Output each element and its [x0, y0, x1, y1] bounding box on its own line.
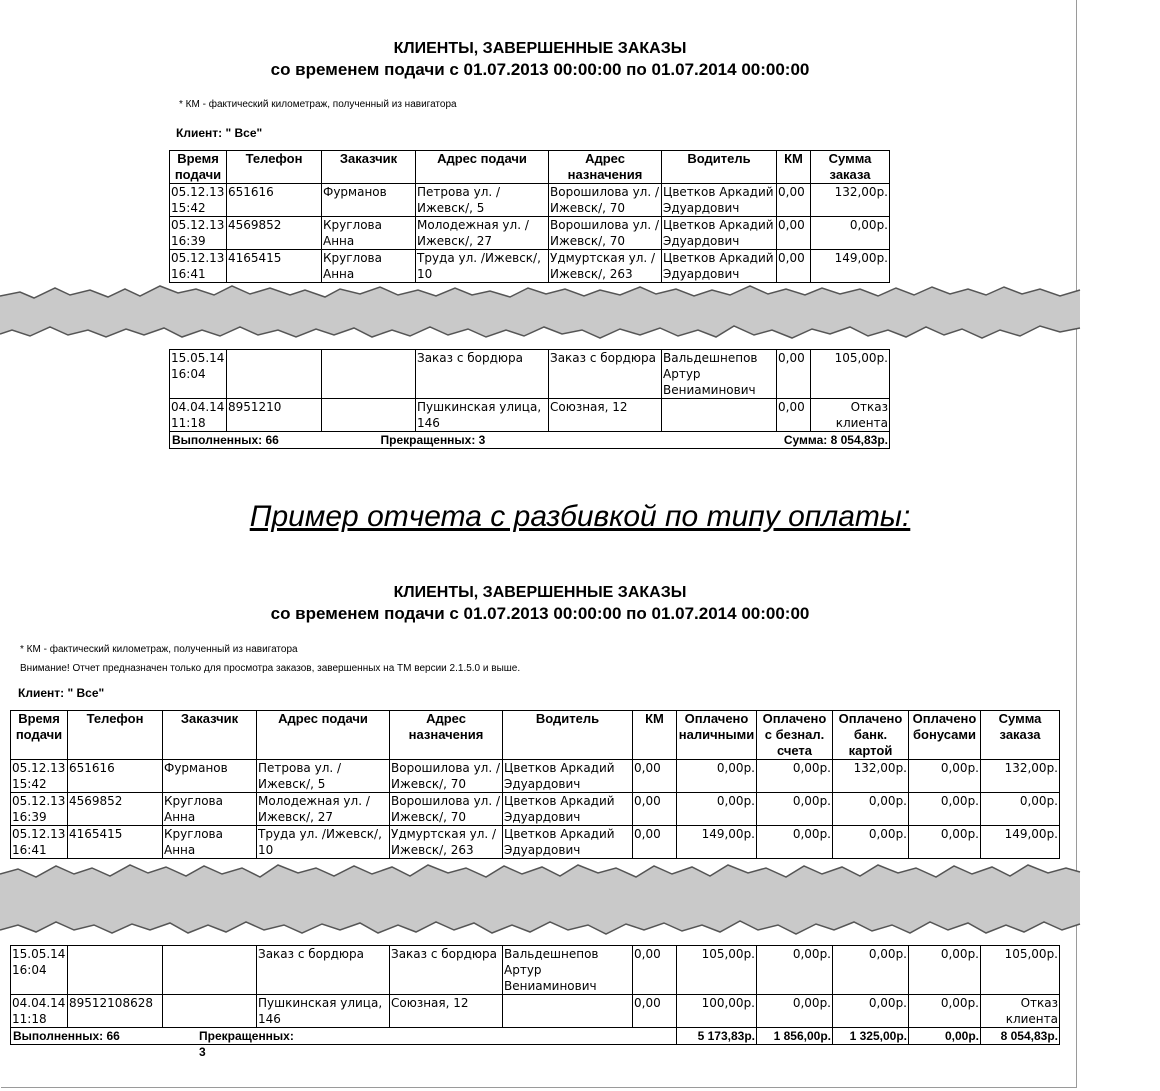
table-cell [322, 350, 416, 399]
table-cell: Круглова Анна [322, 250, 416, 283]
column-header: Заказчик [163, 711, 257, 760]
table-cell [662, 399, 777, 432]
table-cell: Заказ с бордюра [390, 946, 503, 995]
report1-table-top [169, 150, 890, 283]
table-cell: Цветков Аркадий Эдуардович [662, 184, 777, 217]
card-total: 1 325,00р. [849, 1029, 907, 1043]
table-cell: Заказ с бордюра [416, 350, 549, 399]
column-header: Время подачи [170, 151, 227, 184]
total-sum: 8 054,83р. [1000, 1029, 1058, 1043]
table-cell: 105,00р. [981, 946, 1060, 995]
example-caption: Пример отчета с разбивкой по типу оплаты: [249, 500, 911, 533]
table-cell: Труда ул. /Ижевск/, 10 [257, 826, 390, 859]
table-cell: 132,00р. [981, 760, 1060, 793]
table-cell: 04.04.14 11:18 [11, 995, 68, 1028]
table-cell: 0,00р. [811, 217, 890, 250]
table-cell: Петрова ул. /Ижевск/, 5 [416, 184, 549, 217]
table-cell: 0,00 [633, 995, 677, 1028]
table-cell: Круглова Анна [163, 826, 257, 859]
table-cell: 0,00р. [909, 995, 981, 1028]
table-cell: 100,00р. [677, 995, 757, 1028]
table-cell: Отказ клиента [811, 399, 890, 432]
table-cell: Молодежная ул. /Ижевск/, 27 [416, 217, 549, 250]
table-cell: Ворошилова ул. /Ижевск/, 70 [390, 793, 503, 826]
report1-client-label: Клиент: " Все" [176, 126, 263, 140]
column-header: Оплачено наличными [677, 711, 757, 760]
column-header: КМ [777, 151, 811, 184]
table-cell: 0,00 [777, 184, 811, 217]
table-cell: 15.05.14 16:04 [11, 946, 68, 995]
table-cell: 0,00 [777, 350, 811, 399]
table-row [11, 946, 1060, 995]
table-footer-row [170, 432, 890, 449]
table-cell: 0,00р. [757, 826, 833, 859]
table-cell: 4569852 [227, 217, 322, 250]
table-cell: Ворошилова ул. /Ижевск/, 70 [390, 760, 503, 793]
column-header: Водитель [662, 151, 777, 184]
table-footer-row [11, 1028, 1060, 1045]
table-cell [68, 946, 163, 995]
table-row [170, 399, 890, 432]
table-header-row [170, 151, 890, 184]
torn-paper-gap [0, 850, 1080, 945]
table-row [170, 217, 890, 250]
total-sum: Сумма: 8 054,83р. [783, 433, 888, 447]
noncash-total: 1 856,00р. [773, 1029, 831, 1043]
report1-table-bottom [169, 349, 890, 449]
table-cell: Труда ул. /Ижевск/, 10 [416, 250, 549, 283]
table-cell: 0,00р. [909, 826, 981, 859]
table-cell: 651616 [68, 760, 163, 793]
column-header: Адрес назначения [390, 711, 503, 760]
table-cell: Круглова Анна [322, 217, 416, 250]
report2-title: КЛИЕНТЫ, ЗАВЕРШЕННЫЕ ЗАКАЗЫ [393, 584, 687, 601]
table-cell: 0,00р. [909, 793, 981, 826]
report2-subtitle: со временем подачи с 01.07.2013 00:00:00 по 01.07.2014 00:00:00 [270, 604, 810, 623]
column-header: Телефон [68, 711, 163, 760]
column-header: Сумма заказа [981, 711, 1060, 760]
table-cell: 0,00р. [833, 995, 909, 1028]
done-count: Выполненных: 66 [13, 1029, 120, 1043]
column-header: Оплачено бонусами [909, 711, 981, 760]
table-cell: Пушкинская улица, 146 [257, 995, 390, 1028]
table-cell: 105,00р. [677, 946, 757, 995]
table-cell: 0,00р. [757, 793, 833, 826]
table-cell: 4569852 [68, 793, 163, 826]
table-cell: 05.12.13 15:42 [11, 760, 68, 793]
table-cell: Фурманов [163, 760, 257, 793]
table-cell: 0,00 [777, 250, 811, 283]
stopped-count: Прекращенных: 3 [199, 1029, 294, 1059]
column-header: Оплачено с безнал. счета [757, 711, 833, 760]
report2-table-bottom [10, 945, 1060, 1059]
table-cell: Удмуртская ул. /Ижевск/, 263 [549, 250, 662, 283]
stopped-count: Прекращенных: 3 [380, 433, 486, 447]
column-header: КМ [633, 711, 677, 760]
table-cell: 0,00 [633, 826, 677, 859]
table-cell: 0,00р. [757, 946, 833, 995]
table-cell: Ворошилова ул. /Ижевск/, 70 [549, 184, 662, 217]
table-cell: 149,00р. [811, 250, 890, 283]
table-cell: 0,00р. [981, 793, 1060, 826]
table-cell: 05.12.13 16:39 [170, 217, 227, 250]
table-cell [163, 995, 257, 1028]
table-cell: 0,00р. [757, 995, 833, 1028]
table-row [170, 350, 890, 399]
table-cell: 4165415 [227, 250, 322, 283]
torn-paper-gap [0, 280, 1080, 360]
table-cell: 0,00р. [677, 760, 757, 793]
table-cell: Союзная, 12 [390, 995, 503, 1028]
table-cell: Круглова Анна [163, 793, 257, 826]
table-cell: 105,00р. [811, 350, 890, 399]
table-cell: 15.05.14 16:04 [170, 350, 227, 399]
report1-subtitle: со временем подачи с 01.07.2013 00:00:00 по 01.07.2014 00:00:00 [270, 60, 810, 79]
table-cell: 4165415 [68, 826, 163, 859]
table-row [170, 250, 890, 283]
column-header: Адрес назначения [549, 151, 662, 184]
table-cell: Цветков Аркадий Эдуардович [662, 250, 777, 283]
table-cell: 0,00р. [757, 760, 833, 793]
report2-warning: Внимание! Отчет предназначен только для просмотра заказов, завершенных на ТМ версии 2.1.5.0 и выше. [20, 663, 521, 674]
table-cell [227, 350, 322, 399]
column-header: Время подачи [11, 711, 68, 760]
column-header: Заказчик [322, 151, 416, 184]
table-cell: 0,00р. [909, 946, 981, 995]
column-header: Водитель [503, 711, 633, 760]
table-cell: 0,00 [777, 217, 811, 250]
table-cell: 05.12.13 16:39 [11, 793, 68, 826]
table-cell: 132,00р. [811, 184, 890, 217]
table-cell: Цветков Аркадий Эдуардович [503, 826, 633, 859]
column-header: Адрес подачи [257, 711, 390, 760]
table-cell [503, 995, 633, 1028]
table-cell: 0,00 [633, 760, 677, 793]
table-cell: 651616 [227, 184, 322, 217]
table-cell: Отказ клиента [981, 995, 1060, 1028]
report2-client-label: Клиент: " Все" [18, 686, 105, 700]
table-cell: 0,00р. [833, 946, 909, 995]
table-cell: 149,00р. [981, 826, 1060, 859]
table-cell: 0,00 [633, 946, 677, 995]
table-cell: 05.12.13 16:41 [11, 826, 68, 859]
table-cell: 149,00р. [677, 826, 757, 859]
column-header: Адрес подачи [416, 151, 549, 184]
table-cell: 0,00 [633, 793, 677, 826]
table-cell: Петрова ул. /Ижевск/, 5 [257, 760, 390, 793]
report2-table-top [10, 710, 1060, 859]
table-cell: Фурманов [322, 184, 416, 217]
bonus-total: 0,00р. [944, 1029, 979, 1043]
table-cell: 0,00р. [677, 793, 757, 826]
table-cell: Удмуртская ул. /Ижевск/, 263 [390, 826, 503, 859]
table-cell: 0,00р. [833, 793, 909, 826]
table-cell: Пушкинская улица, 146 [416, 399, 549, 432]
table-header-row [11, 711, 1060, 760]
table-cell: Цветков Аркадий Эдуардович [503, 760, 633, 793]
table-cell: Ворошилова ул. /Ижевск/, 70 [549, 217, 662, 250]
report1-note: * КМ - фактический километраж, полученный из навигатора [179, 99, 457, 110]
cash-total: 5 173,83р. [697, 1029, 755, 1043]
table-cell: 132,00р. [833, 760, 909, 793]
report2-note: * КМ - фактический километраж, полученный из навигатора [20, 644, 298, 655]
table-cell: 8951210 [227, 399, 322, 432]
column-header: Телефон [227, 151, 322, 184]
table-cell: 89512108628 [68, 995, 163, 1028]
table-cell: 0,00р. [909, 760, 981, 793]
done-count: Выполненных: 66 [172, 433, 279, 447]
table-cell [322, 399, 416, 432]
table-cell: 05.12.13 16:41 [170, 250, 227, 283]
table-cell: 04.04.14 11:18 [170, 399, 227, 432]
table-row [11, 760, 1060, 793]
table-row [170, 184, 890, 217]
table-cell: Цветков Аркадий Эдуардович [503, 793, 633, 826]
table-cell: Вальдешнепов Артур Вениаминович [503, 946, 633, 995]
table-cell: Вальдешнепов Артур Вениаминович [662, 350, 777, 399]
column-header: Оплачено банк. картой [833, 711, 909, 760]
report1-title: КЛИЕНТЫ, ЗАВЕРШЕННЫЕ ЗАКАЗЫ [393, 40, 687, 57]
table-row [11, 793, 1060, 826]
table-row [11, 995, 1060, 1028]
table-cell: 05.12.13 15:42 [170, 184, 227, 217]
table-cell: Цветков Аркадий Эдуардович [662, 217, 777, 250]
table-cell: Заказ с бордюра [549, 350, 662, 399]
table-cell: 0,00 [777, 399, 811, 432]
table-cell: Молодежная ул. /Ижевск/, 27 [257, 793, 390, 826]
table-cell: 0,00р. [833, 826, 909, 859]
table-cell [163, 946, 257, 995]
table-cell: Союзная, 12 [549, 399, 662, 432]
table-cell: Заказ с бордюра [257, 946, 390, 995]
column-header: Сумма заказа [811, 151, 890, 184]
